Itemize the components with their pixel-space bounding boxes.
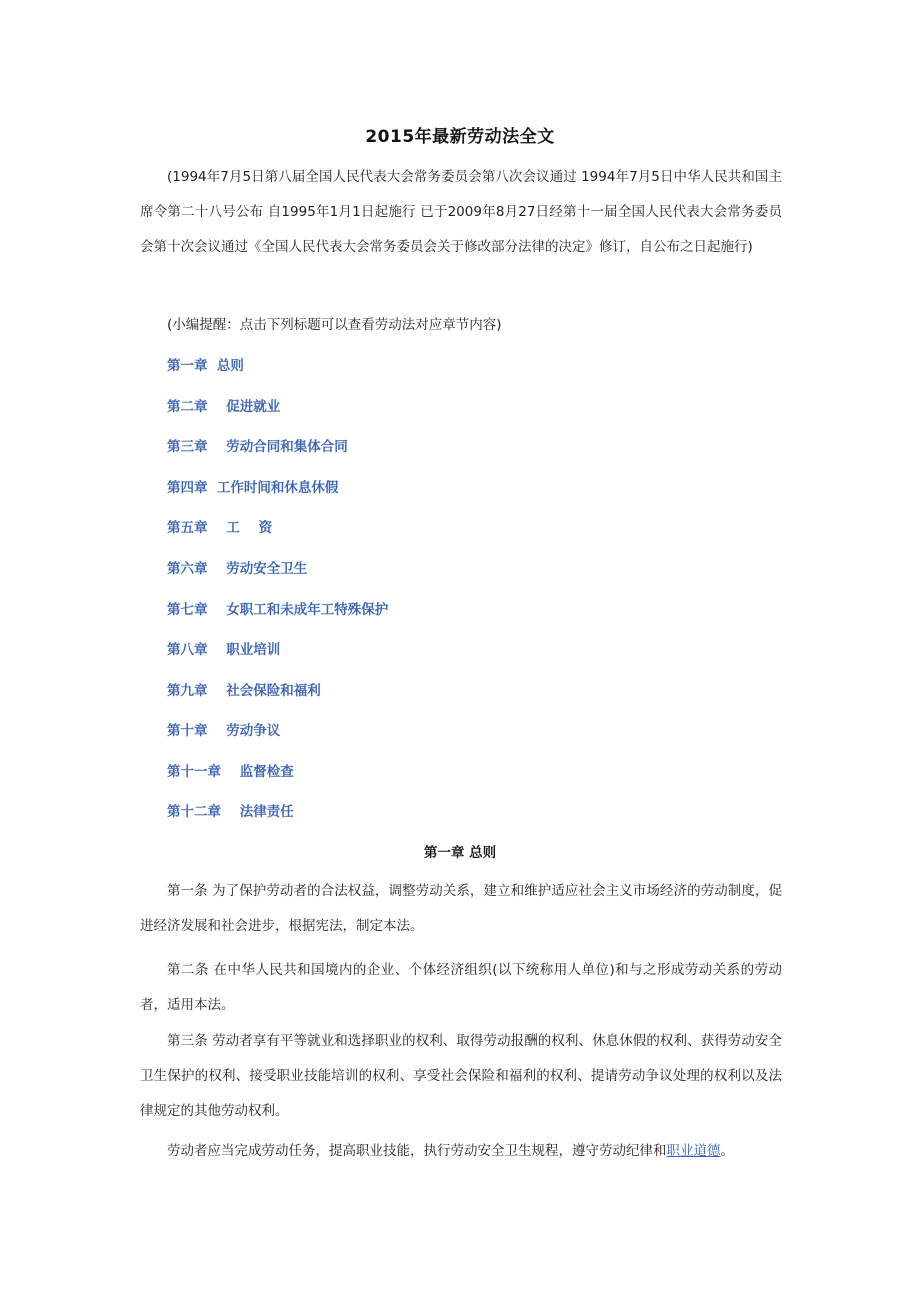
article-1: 第一条 为了保护劳动者的合法权益，调整劳动关系，建立和维护适应社会主义市场经济的劳动制度，促进经济发展和社会进步，根据宪法，制定本法。	[140, 883, 782, 934]
editor-note: (小编提醒：点击下列标题可以查看劳动法对应章节内容)	[167, 317, 502, 333]
toc-link-chapter-8[interactable]: 第八章 职业培训	[167, 642, 281, 658]
intro-paragraph: (1994年7月5日第八届全国人民代表大会常务委员会第八次会议通过 1994年7月5日中华人民共和国主席令第二十八号公布 自1995年1月1日起施行 已于2009年8月27日经第十一届全国人民代表大会常务委员会第十次会议通过《全国人民代表大会常务委员会关于修改部分法律的决定》修订，自公布之日起施行)	[140, 169, 782, 255]
article-2: 第二条 在中华人民共和国境内的企业、个体经济组织(以下统称用人单位)和与之形成劳动关系的劳动者，适用本法。	[140, 962, 782, 1013]
toc-link-chapter-6[interactable]: 第六章 劳动安全卫生	[167, 561, 308, 577]
toc-link-chapter-11[interactable]: 第十一章 监督检查	[167, 764, 294, 780]
page-title: 2015年最新劳动法全文	[365, 127, 555, 147]
toc-link-chapter-4[interactable]: 第四章 工作时间和休息休假	[167, 480, 339, 496]
toc-link-chapter-1[interactable]: 第一章 总则	[167, 358, 244, 374]
toc-link-chapter-2[interactable]: 第二章 促进就业	[167, 399, 281, 415]
chapter-1-heading: 第一章 总则	[423, 845, 497, 861]
toc-link-chapter-10[interactable]: 第十章 劳动争议	[167, 723, 281, 739]
professional-ethics-link[interactable]: 职业道德	[666, 1143, 721, 1159]
article-3: 第三条 劳动者享有平等就业和选择职业的权利、取得劳动报酬的权利、休息休假的权利、获得劳动安全卫生保护的权利、接受职业技能培训的权利、享受社会保险和福利的权利、提请劳动争议处理的权利以及法律规定的其他劳动权利。	[140, 1033, 782, 1119]
article-3-paragraph-2	[140, 1134, 782, 1169]
toc-link-chapter-7[interactable]: 第七章 女职工和未成年工特殊保护	[167, 602, 389, 618]
toc-link-chapter-5[interactable]: 第五章 工 资	[167, 520, 273, 536]
toc-link-chapter-3[interactable]: 第三章 劳动合同和集体合同	[167, 439, 348, 455]
article-3-paragraph-2-end: 。	[720, 1143, 734, 1159]
toc-link-chapter-12[interactable]: 第十二章 法律责任	[167, 804, 294, 820]
article-3-paragraph-2-text: 劳动者应当完成劳动任务，提高职业技能，执行劳动安全卫生规程，遵守劳动纪律和	[167, 1143, 667, 1159]
toc-link-chapter-9[interactable]: 第九章 社会保险和福利	[167, 683, 321, 699]
